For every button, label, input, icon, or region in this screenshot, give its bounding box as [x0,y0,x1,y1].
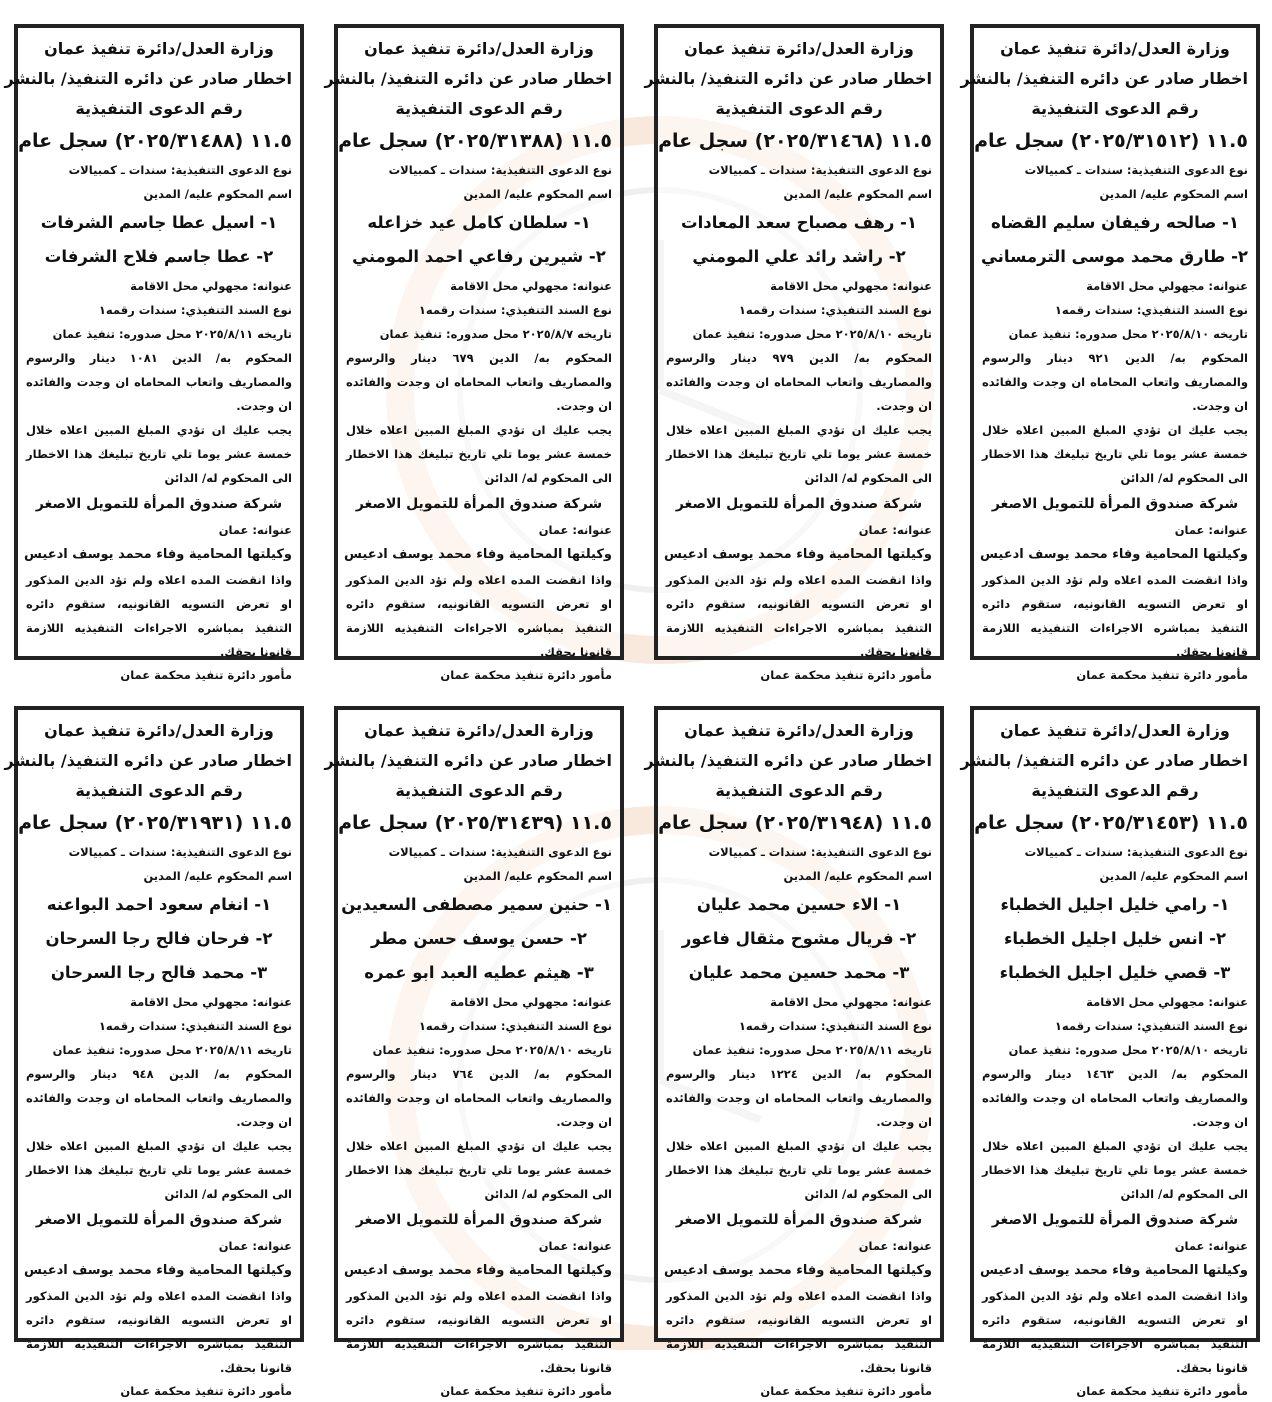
demand-text: يجب عليك ان تؤدي المبلغ المبين اعلاه خلال خمسة عشر يوما تلي تاريخ تبليغك هذا الاخطار الى المحكوم له/ الدائن [26,423,292,485]
amount-text: المحكوم به/ الدين ١٢٢٤ دينار والرسوم والمصاريف واتعاب المحاماه ان وجدت والفائده ان وجدت. [666,1067,932,1129]
debtor-name: ٣- قصي خليل اجليل الخطباء [999,963,1231,982]
creditor-name: شركة صندوق المرأة للتمويل الاصغر [675,1212,923,1228]
debtor-label: اسم المحكوم عليه/ المدين [783,187,932,201]
debtor-name: ٣- محمد فالح رجا السرحان [50,963,268,982]
debtor-list [341,888,612,990]
document-type: نوع السند التنفيذي: سندات رقمه١ [1054,1019,1248,1033]
document-type: نوع السند التنفيذي: سندات رقمه١ [98,1019,292,1033]
debtor-name: ٣- محمد حسين محمد عليان [688,963,910,982]
case-kind: نوع الدعوى التنفيذية: سندات ـ كمبيالات [388,845,612,859]
debtor-label: اسم المحكوم عليه/ المدين [783,869,932,883]
case-heading: رقم الدعوى التنفيذية [715,781,883,800]
amount-text: المحكوم به/ الدين ١٤٦٣ دينار والرسوم والمصاريف واتعاب المحاماه ان وجدت والفائده ان وجدت. [982,1067,1248,1129]
case-kind: نوع الدعوى التنفيذية: سندات ـ كمبيالات [68,845,292,859]
warning-text: واذا انقضت المده اعلاه ولم تؤد الدين المذكور او تعرض التسويه القانونيه، ستقوم دائره التنفيذ بمباشره الاجراءات التنفيذيه اللازمة قانونا بحقك. [666,1289,932,1375]
case-heading: رقم الدعوى التنفيذية [715,99,883,118]
signature: مأمور دائرة تنفيذ محكمة عمان [440,668,612,682]
case-heading: رقم الدعوى التنفيذية [395,781,563,800]
debtor-address: عنوانه: مجهولي محل الاقامة [770,279,932,293]
debtor-address: عنوانه: مجهولي محل الاقامة [1086,995,1248,1009]
notice-type: اخطار صادر عن دائره التنفيذ/ بالنشر [960,751,1248,770]
debtor-list [982,206,1248,274]
debtor-list [666,206,932,274]
demand-text: يجب عليك ان تؤدي المبلغ المبين اعلاه خلال خمسة عشر يوما تلي تاريخ تبليغك هذا الاخطار الى المحكوم له/ الدائن [982,1139,1248,1201]
debtor-name: ٢- انس خليل اجليل الخطباء [1003,929,1227,948]
warning-text: واذا انقضت المده اعلاه ولم تؤد الدين المذكور او تعرض التسويه القانونيه، ستقوم دائره التنفيذ بمباشره الاجراءات التنفيذيه اللازمة قانونا بحقك. [26,573,292,659]
demand-text: يجب عليك ان تؤدي المبلغ المبين اعلاه خلال خمسة عشر يوما تلي تاريخ تبليغك هذا الاخطار الى المحكوم له/ الدائن [666,423,932,485]
debtor-name: ١- رامي خليل اجليل الخطباء [1000,895,1230,914]
notice-type: اخطار صادر عن دائره التنفيذ/ بالنشر [960,69,1248,88]
debtor-list [982,888,1248,990]
lawyer-name: وكيلتها المحامية وفاء محمد يوسف ادعيس [24,547,292,562]
debtor-address: عنوانه: مجهولي محل الاقامة [450,279,612,293]
case-heading: رقم الدعوى التنفيذية [75,781,243,800]
case-number: ١١.٥ (٢٠٢٥/٣١٩٤٨) سجل عام [658,812,932,834]
court-notice [960,24,1260,682]
creditor-name: شركة صندوق المرأة للتمويل الاصغر [991,496,1239,512]
debtor-label: اسم المحكوم عليه/ المدين [143,187,292,201]
document-type: نوع السند التنفيذي: سندات رقمه١ [738,1019,932,1033]
court-notice [4,24,304,682]
debtor-name: ١- اسيل عطا جاسم الشرفات [40,213,278,232]
warning-text: واذا انقضت المده اعلاه ولم تؤد الدين المذكور او تعرض التسويه القانونيه، ستقوم دائره التنفيذ بمباشره الاجراءات التنفيذيه اللازمة قانونا بحقك. [26,1289,292,1375]
case-heading: رقم الدعوى التنفيذية [1031,99,1199,118]
warning-text: واذا انقضت المده اعلاه ولم تؤد الدين المذكور او تعرض التسويه القانونيه، ستقوم دائره التنفيذ بمباشره الاجراءات التنفيذيه اللازمة قانونا بحقك. [982,1289,1248,1375]
debtor-name: ٢- فرحان فالح رجا السرحان [45,929,273,948]
creditor-name: شركة صندوق المرأة للتمويل الاصغر [35,496,283,512]
demand-text: يجب عليك ان تؤدي المبلغ المبين اعلاه خلال خمسة عشر يوما تلي تاريخ تبليغك هذا الاخطار الى المحكوم له/ الدائن [666,1139,932,1201]
case-kind: نوع الدعوى التنفيذية: سندات ـ كمبيالات [1024,845,1248,859]
signature: مأمور دائرة تنفيذ محكمة عمان [440,1384,612,1398]
creditor-name: شركة صندوق المرأة للتمويل الاصغر [991,1212,1239,1228]
ministry-heading: وزارة العدل/دائرة تنفيذ عمان [44,39,274,58]
case-number: ١١.٥ (٢٠٢٥/٣١٩٣١) سجل عام [18,812,292,834]
debtor-name: ١- انغام سعود احمد البواعنه [46,895,272,914]
debtor-name: ٢- عطا جاسم فلاح الشرفات [44,247,274,266]
creditor-address: عنوانه: عمان [218,1239,292,1253]
document-type: نوع السند التنفيذي: سندات رقمه١ [418,1019,612,1033]
warning-text: واذا انقضت المده اعلاه ولم تؤد الدين المذكور او تعرض التسويه القانونيه، ستقوم دائره التنفيذ بمباشره الاجراءات التنفيذيه اللازمة قانونا بحقك. [982,573,1248,659]
notice-type: اخطار صادر عن دائره التنفيذ/ بالنشر [4,69,292,88]
debtor-name: ٣- هيثم عطيه العبد ابو عمره [364,963,594,982]
notice-type: اخطار صادر عن دائره التنفيذ/ بالنشر [644,751,932,770]
signature: مأمور دائرة تنفيذ محكمة عمان [1076,668,1248,682]
notice-type: اخطار صادر عن دائره التنفيذ/ بالنشر [4,751,292,770]
debtor-address: عنوانه: مجهولي محل الاقامة [130,279,292,293]
debtor-name: ١- الاء حسين محمد عليان [696,895,902,914]
debtor-label: اسم المحكوم عليه/ المدين [463,187,612,201]
notice-type: اخطار صادر عن دائره التنفيذ/ بالنشر [324,69,612,88]
case-number: ١١.٥ (٢٠٢٥/٣١٤٨٨) سجل عام [18,130,292,152]
debtor-name: ١- حنين سمير مصطفى السعيدين [341,895,612,914]
signature: مأمور دائرة تنفيذ محكمة عمان [120,1384,292,1398]
creditor-address: عنوانه: عمان [538,523,612,537]
ministry-heading: وزارة العدل/دائرة تنفيذ عمان [364,39,594,58]
court-notice [644,706,944,1398]
creditor-address: عنوانه: عمان [538,1239,612,1253]
demand-text: يجب عليك ان تؤدي المبلغ المبين اعلاه خلال خمسة عشر يوما تلي تاريخ تبليغك هذا الاخطار الى المحكوم له/ الدائن [346,423,612,485]
lawyer-name: وكيلتها المحامية وفاء محمد يوسف ادعيس [664,547,932,562]
court-notice [324,706,624,1398]
ministry-heading: وزارة العدل/دائرة تنفيذ عمان [364,721,594,740]
ministry-heading: وزارة العدل/دائرة تنفيذ عمان [684,39,914,58]
lawyer-name: وكيلتها المحامية وفاء محمد يوسف ادعيس [980,547,1248,562]
amount-text: المحكوم به/ الدين ٧٦٤ دينار والرسوم والمصاريف واتعاب المحاماه ان وجدت والفائده ان وجدت. [346,1067,612,1129]
warning-text: واذا انقضت المده اعلاه ولم تؤد الدين المذكور او تعرض التسويه القانونيه، ستقوم دائره التنفيذ بمباشره الاجراءات التنفيذيه اللازمة قانونا بحقك. [666,573,932,659]
debtor-label: اسم المحكوم عليه/ المدين [463,869,612,883]
court-notice [644,24,944,682]
debtor-list [666,888,932,990]
ministry-heading: وزارة العدل/دائرة تنفيذ عمان [1000,39,1230,58]
lawyer-name: وكيلتها المحامية وفاء محمد يوسف ادعيس [344,1263,612,1278]
debtor-name: ١- رهف مصباح سعد المعادات [681,213,917,232]
case-number: ١١.٥ (٢٠٢٥/٣١٤٥٣) سجل عام [974,812,1248,834]
debtor-list [26,206,292,274]
signature: مأمور دائرة تنفيذ محكمة عمان [760,1384,932,1398]
debtor-address: عنوانه: مجهولي محل الاقامة [450,995,612,1009]
document-date: تاريخه ٢٠٢٥/٨/١٠ محل صدوره: تنفيذ عمان [692,327,932,341]
debtor-name: ٢- فريال مشوح مثقال فاعور [681,929,917,948]
creditor-name: شركة صندوق المرأة للتمويل الاصغر [355,496,603,512]
notice-type: اخطار صادر عن دائره التنفيذ/ بالنشر [324,751,612,770]
case-kind: نوع الدعوى التنفيذية: سندات ـ كمبيالات [68,163,292,177]
lawyer-name: وكيلتها المحامية وفاء محمد يوسف ادعيس [980,1263,1248,1278]
amount-text: المحكوم به/ الدين ٦٧٩ دينار والرسوم والمصاريف واتعاب المحاماه ان وجدت والفائده ان وجدت. [346,351,612,413]
creditor-address: عنوانه: عمان [858,1239,932,1253]
amount-text: المحكوم به/ الدين ٩٤٨ دينار والرسوم والمصاريف واتعاب المحاماه ان وجدت والفائده ان وجدت. [26,1067,292,1129]
document-date: تاريخه ٢٠٢٥/٨/٧ محل صدوره: تنفيذ عمان [379,327,612,341]
case-number: ١١.٥ (٢٠٢٥/٣١٣٨٨) سجل عام [338,130,612,152]
creditor-name: شركة صندوق المرأة للتمويل الاصغر [355,1212,603,1228]
ministry-heading: وزارة العدل/دائرة تنفيذ عمان [1000,721,1230,740]
debtor-name: ١- صالحه رفيفان سليم القضاه [991,213,1239,232]
debtor-label: اسم المحكوم عليه/ المدين [1099,869,1248,883]
signature: مأمور دائرة تنفيذ محكمة عمان [1076,1384,1248,1398]
notice-type: اخطار صادر عن دائره التنفيذ/ بالنشر [644,69,932,88]
amount-text: المحكوم به/ الدين ١٠٨١ دينار والرسوم والمصاريف واتعاب المحاماه ان وجدت والفائده ان وجدت. [26,351,292,413]
case-heading: رقم الدعوى التنفيذية [75,99,243,118]
case-heading: رقم الدعوى التنفيذية [1031,781,1199,800]
amount-text: المحكوم به/ الدين ٩٧٩ دينار والرسوم والمصاريف واتعاب المحاماه ان وجدت والفائده ان وجدت. [666,351,932,413]
case-kind: نوع الدعوى التنفيذية: سندات ـ كمبيالات [388,163,612,177]
document-type: نوع السند التنفيذي: سندات رقمه١ [738,303,932,317]
case-heading: رقم الدعوى التنفيذية [395,99,563,118]
document-date: تاريخه ٢٠٢٥/٨/١١ محل صدوره: تنفيذ عمان [52,1043,292,1057]
debtor-address: عنوانه: مجهولي محل الاقامة [1086,279,1248,293]
lawyer-name: وكيلتها المحامية وفاء محمد يوسف ادعيس [664,1263,932,1278]
creditor-address: عنوانه: عمان [1174,523,1248,537]
warning-text: واذا انقضت المده اعلاه ولم تؤد الدين المذكور او تعرض التسويه القانونيه، ستقوم دائره التنفيذ بمباشره الاجراءات التنفيذيه اللازمة قانونا بحقك. [346,1289,612,1375]
debtor-list [26,888,292,990]
document-type: نوع السند التنفيذي: سندات رقمه١ [418,303,612,317]
notices-grid [4,24,1264,1398]
debtor-name: ٢- طارق محمد موسى الترمساني [980,247,1248,266]
document-date: تاريخه ٢٠٢٥/٨/١٠ محل صدوره: تنفيذ عمان [372,1043,612,1057]
debtor-name: ١- سلطان كامل عيد خزاعله [367,213,591,232]
case-number: ١١.٥ (٢٠٢٥/٣١٥١٢) سجل عام [974,130,1248,152]
demand-text: يجب عليك ان تؤدي المبلغ المبين اعلاه خلال خمسة عشر يوما تلي تاريخ تبليغك هذا الاخطار الى المحكوم له/ الدائن [26,1139,292,1201]
case-kind: نوع الدعوى التنفيذية: سندات ـ كمبيالات [1024,163,1248,177]
debtor-list [346,206,612,274]
creditor-name: شركة صندوق المرأة للتمويل الاصغر [675,496,923,512]
document-date: تاريخه ٢٠٢٥/٨/١١ محل صدوره: تنفيذ عمان [692,1043,932,1057]
lawyer-name: وكيلتها المحامية وفاء محمد يوسف ادعيس [24,1263,292,1278]
debtor-name: ٢- شيرين رفاعي احمد المومني [352,247,606,266]
court-notice [960,706,1260,1398]
ministry-heading: وزارة العدل/دائرة تنفيذ عمان [44,721,274,740]
debtor-name: ٢- حسن يوسف حسن مطر [371,929,587,948]
case-number: ١١.٥ (٢٠٢٥/٣١٤٣٩) سجل عام [338,812,612,834]
debtor-label: اسم المحكوم عليه/ المدين [1099,187,1248,201]
lawyer-name: وكيلتها المحامية وفاء محمد يوسف ادعيس [344,547,612,562]
debtor-address: عنوانه: مجهولي محل الاقامة [130,995,292,1009]
case-kind: نوع الدعوى التنفيذية: سندات ـ كمبيالات [708,163,932,177]
warning-text: واذا انقضت المده اعلاه ولم تؤد الدين المذكور او تعرض التسويه القانونيه، ستقوم دائره التنفيذ بمباشره الاجراءات التنفيذيه اللازمة قانونا بحقك. [346,573,612,659]
debtor-address: عنوانه: مجهولي محل الاقامة [770,995,932,1009]
court-notice [324,24,624,682]
document-type: نوع السند التنفيذي: سندات رقمه١ [1054,303,1248,317]
debtor-name: ٢- راشد رائد علي المومني [692,247,906,266]
amount-text: المحكوم به/ الدين ٩٢١ دينار والرسوم والمصاريف واتعاب المحاماه ان وجدت والفائده ان وجدت. [982,351,1248,413]
signature: مأمور دائرة تنفيذ محكمة عمان [760,668,932,682]
ministry-heading: وزارة العدل/دائرة تنفيذ عمان [684,721,914,740]
court-notice [4,706,304,1398]
creditor-address: عنوانه: عمان [858,523,932,537]
demand-text: يجب عليك ان تؤدي المبلغ المبين اعلاه خلال خمسة عشر يوما تلي تاريخ تبليغك هذا الاخطار الى المحكوم له/ الدائن [346,1139,612,1201]
signature: مأمور دائرة تنفيذ محكمة عمان [120,668,292,682]
creditor-name: شركة صندوق المرأة للتمويل الاصغر [35,1212,283,1228]
document-type: نوع السند التنفيذي: سندات رقمه١ [98,303,292,317]
case-kind: نوع الدعوى التنفيذية: سندات ـ كمبيالات [708,845,932,859]
document-date: تاريخه ٢٠٢٥/٨/١٠ محل صدوره: تنفيذ عمان [1008,327,1248,341]
document-date: تاريخه ٢٠٢٥/٨/١١ محل صدوره: تنفيذ عمان [52,327,292,341]
document-date: تاريخه ٢٠٢٥/٨/١٠ محل صدوره: تنفيذ عمان [1008,1043,1248,1057]
creditor-address: عنوانه: عمان [1174,1239,1248,1253]
demand-text: يجب عليك ان تؤدي المبلغ المبين اعلاه خلال خمسة عشر يوما تلي تاريخ تبليغك هذا الاخطار الى المحكوم له/ الدائن [982,423,1248,485]
debtor-label: اسم المحكوم عليه/ المدين [143,869,292,883]
case-number: ١١.٥ (٢٠٢٥/٣١٤٦٨) سجل عام [658,130,932,152]
creditor-address: عنوانه: عمان [218,523,292,537]
